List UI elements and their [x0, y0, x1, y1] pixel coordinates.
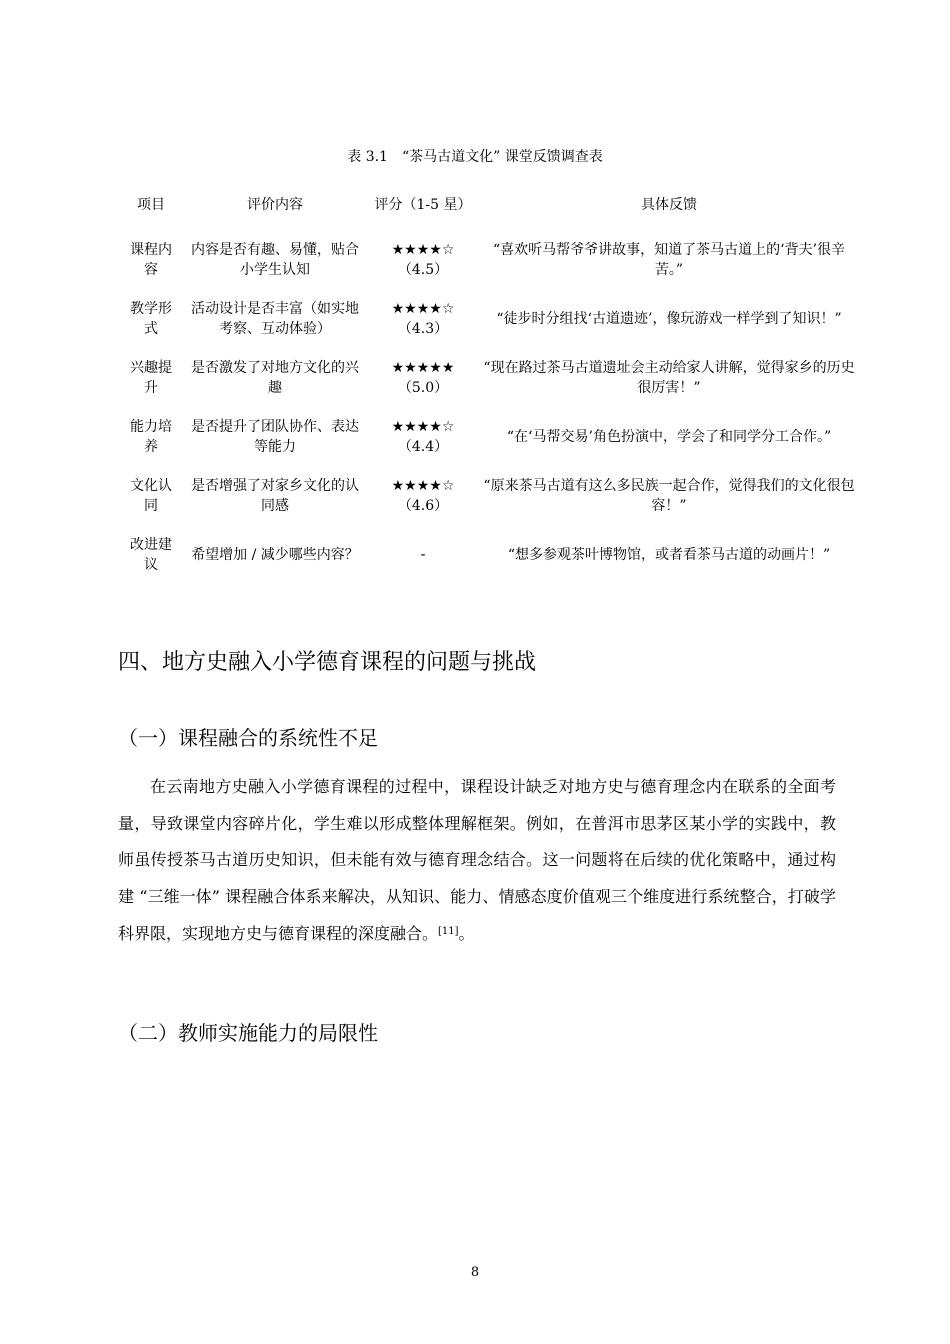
body-paragraph — [118, 769, 836, 953]
paragraph-end: 。 — [458, 923, 475, 943]
header-feedback: 具体反馈 — [641, 197, 697, 213]
table-caption: 表 3.1 “茶马古道文化” 课堂反馈调查表 — [347, 149, 603, 165]
star-rating: - — [420, 546, 426, 563]
row-item: 能力培养 — [130, 418, 172, 455]
score-value: （4.6） — [397, 497, 449, 514]
star-rating: ★★★★☆ — [391, 418, 455, 435]
table-row — [120, 525, 860, 584]
row-item: 课程内容 — [130, 241, 172, 278]
citation-ref: [11] — [438, 925, 459, 937]
row-content: 是否激发了对地方文化的兴趣 — [191, 359, 359, 396]
row-feedback: “喜欢听马帮爷爷讲故事，知道了茶马古道上的‘背夫’很辛苦。” — [492, 241, 846, 278]
feedback-table — [120, 180, 860, 584]
score-value: （5.0） — [397, 379, 449, 396]
subsection-heading-1: （一）课程融合的系统性不足 — [118, 726, 378, 750]
paragraph-text: 在云南地方史融入小学德育课程的过程中，课程设计缺乏对地方史与德育理念内在联系的全面考量，导致课堂内容碎片化，学生难以形成整体理解框架。例如，在普洱市思茅区某小学的实践中，教师虽传授茶马古道历史知识，但未能有效与德育理念结合。这一问题将在后续的优化策略中，通过构建 “三维一体” 课程融合体系来解决，从知识、能力、情感态度价值观三个维度进行系统整合，打破学科界限，实现地方史与德育课程的深度融合。 — [118, 777, 836, 943]
score-value: （4.3） — [397, 320, 449, 337]
table-header-row — [120, 180, 860, 230]
subsection-heading-2: （二）教师实施能力的局限性 — [118, 1021, 378, 1045]
row-item: 兴趣提升 — [130, 359, 172, 396]
star-rating: ★★★★★ — [391, 359, 455, 376]
section-heading: 四、地方史融入小学德育课程的问题与挑战 — [118, 650, 537, 675]
page-number: 8 — [470, 1265, 480, 1280]
row-score — [368, 466, 478, 525]
table-row — [120, 466, 860, 525]
row-content: 内容是否有趣、易懂，贴合小学生认知 — [191, 241, 359, 278]
row-item: 文化认同 — [130, 477, 172, 514]
star-rating: ★★★★☆ — [391, 300, 455, 317]
row-feedback: “在‘马帮交易’角色扮演中，学会了和同学分工合作。” — [506, 428, 832, 445]
table-row — [120, 407, 860, 466]
star-rating: ★★★★☆ — [391, 477, 455, 494]
header-score: 评分（1-5 星） — [374, 197, 472, 213]
table-row — [120, 348, 860, 407]
row-score — [368, 407, 478, 466]
table-row — [120, 230, 860, 289]
row-score — [368, 525, 478, 584]
row-item: 教学形式 — [130, 300, 172, 337]
row-feedback: “现在路过茶马古道遗址会主动给家人讲解，觉得家乡的历史很厉害！” — [483, 359, 855, 396]
row-content: 活动设计是否丰富（如实地考察、互动体验） — [191, 300, 359, 337]
score-value: （4.5） — [397, 261, 449, 278]
row-score — [368, 289, 478, 348]
row-score — [368, 348, 478, 407]
row-feedback: “想多参观茶叶博物馆，或者看茶马古道的动画片！” — [507, 546, 831, 563]
row-content: 希望增加 / 减少哪些内容？ — [191, 546, 359, 563]
header-item: 项目 — [137, 197, 165, 213]
header-content: 评价内容 — [247, 197, 303, 213]
row-content: 是否增强了对家乡文化的认同感 — [191, 477, 359, 514]
table-body — [120, 230, 860, 584]
row-feedback: “徒步时分组找‘古道遗迹’，像玩游戏一样学到了知识！” — [496, 310, 842, 327]
score-value: （4.4） — [397, 438, 449, 455]
row-item: 改进建议 — [130, 536, 172, 573]
row-content: 是否提升了团队协作、表达等能力 — [191, 418, 359, 455]
row-feedback: “原来茶马古道有这么多民族一起合作，觉得我们的文化很包容！” — [483, 477, 855, 514]
table-row — [120, 289, 860, 348]
row-score — [368, 230, 478, 289]
star-rating: ★★★★☆ — [391, 241, 455, 258]
